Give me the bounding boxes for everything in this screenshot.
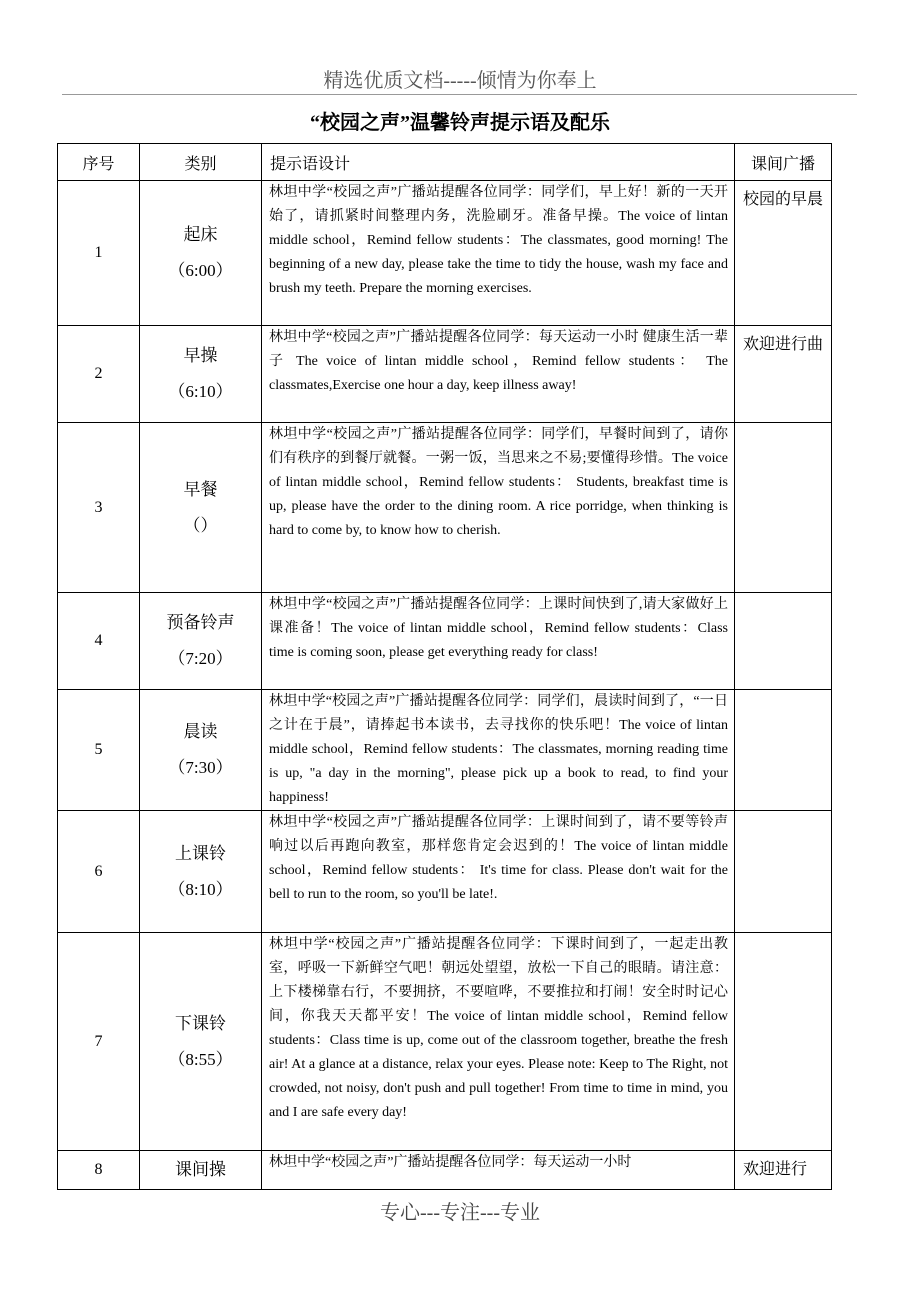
category-cell	[140, 1151, 262, 1190]
table-row	[58, 326, 832, 423]
row-number: 5	[58, 690, 140, 811]
column-header-prompt: 提示语设计	[262, 144, 735, 181]
header-divider	[62, 94, 857, 95]
category-label: 晨读	[183, 722, 218, 741]
page-header: 精选优质文档-----倾情为你奉上	[323, 70, 597, 92]
category-cell	[140, 181, 262, 326]
broadcast-music: 校园的早晨	[735, 181, 832, 326]
category-time: （）	[183, 515, 218, 535]
prompt-text: 林坦中学“校园之声”广播站提醒各位同学：同学们，早上好！新的一天开始了，请抓紧时间整理内务，洗脸刷牙。准备早操。The voice of lintan middle school，Remind fellow students：The classmates, good morning! The beginning of a new day, please take the time to tidy the house, wash my face and brush my teeth. Prepare the morning exercises.	[262, 181, 735, 326]
column-header-broadcast: 课间广播	[735, 144, 832, 181]
column-header-no: 序号	[58, 144, 140, 181]
broadcast-music	[735, 811, 832, 933]
category-label: 早操	[183, 346, 218, 365]
category-time: （8:55）	[168, 1049, 233, 1069]
row-number: 4	[58, 593, 140, 690]
prompt-text: 林坦中学“校园之声”广播站提醒各位同学：上课时间快到了,请大家做好上课准备！The voice of lintan middle school，Remind fellow students：Class time is coming soon, please get everything ready for class!	[262, 593, 735, 690]
category-cell	[140, 933, 262, 1151]
category-cell	[140, 326, 262, 423]
category-label: 上课铃	[175, 843, 226, 863]
table-row	[58, 811, 832, 933]
category-time: （7:30）	[168, 758, 233, 777]
broadcast-music	[735, 593, 832, 690]
category-time: （7:20）	[168, 649, 233, 668]
table-row	[58, 181, 832, 326]
row-number: 7	[58, 933, 140, 1151]
prompt-text: 林坦中学“校园之声”广播站提醒各位同学：同学们，晨读时间到了，“一日之计在于晨”，请捧起书本读书，去寻找你的快乐吧！The voice of lintan middle school，Remind fellow students：The classmates, morning reading time is up, "a day in the morning", please pick up a book to read, to find your happiness!	[262, 690, 735, 811]
category-time: （8:10）	[168, 879, 233, 899]
category-time: （6:10）	[168, 382, 233, 401]
column-header-category: 类别	[140, 144, 262, 181]
row-number: 6	[58, 811, 140, 933]
row-number: 8	[58, 1151, 140, 1190]
category-label: 预备铃声	[166, 613, 235, 632]
prompt-text: 林坦中学“校园之声”广播站提醒各位同学：每天运动一小时 健康生活一辈子 The voice of lintan middle school，Remind fellow students： The classmates,Exercise one hour a day, keep illness away!	[262, 326, 735, 423]
prompt-text: 林坦中学“校园之声”广播站提醒各位同学：上课时间到了，请不要等铃声响过以后再跑向教室，那样您肯定会迟到的！The voice of lintan middle school，Remind fellow students： It's time for class. Please don't wait for the bell to run to the room, so you'll be late!.	[262, 811, 735, 933]
row-number: 3	[58, 423, 140, 593]
prompt-text: 林坦中学“校园之声”广播站提醒各位同学：每天运动一小时	[262, 1151, 735, 1190]
document-title: “校园之声”温馨铃声提示语及配乐	[310, 112, 610, 134]
category-label: 下课铃	[175, 1013, 226, 1033]
table-row	[58, 593, 832, 690]
broadcast-music	[735, 933, 832, 1151]
page-footer: 专心---专注---专业	[380, 1202, 540, 1224]
category-time: （6:00）	[168, 261, 233, 280]
table-row	[58, 690, 832, 811]
category-label: 课间操	[175, 1160, 226, 1179]
category-cell	[140, 811, 262, 933]
broadcast-music	[735, 690, 832, 811]
broadcast-music: 欢迎进行曲	[735, 326, 832, 423]
category-cell	[140, 423, 262, 593]
row-number: 1	[58, 181, 140, 326]
category-label: 起床	[183, 225, 218, 244]
table-row	[58, 423, 832, 593]
category-label: 早餐	[183, 479, 218, 499]
table-row	[58, 933, 832, 1151]
broadcast-music	[735, 423, 832, 593]
ringtone-table	[57, 143, 832, 1190]
broadcast-music: 欢迎进行	[735, 1151, 832, 1190]
prompt-text: 林坦中学“校园之声”广播站提醒各位同学：同学们，早餐时间到了，请你们有秩序的到餐厅就餐。一粥一饭，当思来之不易;要懂得珍惜。The voice of lintan middle school，Remind fellow students： Students, breakfast time is up, please have the order to the dining room. A rice porridge, when thinking is hard to come by, to know how to cherish.	[262, 423, 735, 593]
table-row	[58, 1151, 832, 1190]
row-number: 2	[58, 326, 140, 423]
table-header-row	[58, 144, 832, 181]
category-cell	[140, 593, 262, 690]
prompt-text: 林坦中学“校园之声”广播站提醒各位同学：下课时间到了，一起走出教室，呼吸一下新鲜空气吧！朝远处望望，放松一下自己的眼睛。请注意：上下楼梯靠右行，不要拥挤，不要喧哗，不要推拉和打闹！安全时时记心间，你我天天都平安！The voice of lintan middle school，Remind fellow students：Class time is up, come out of the classroom together, breathe the fresh air! At a glance at a distance, relax your eyes. Please note: Keep to The Right, not crowded, not noisy, don't push and pull together! From time to time in mind, you and I are safe every day!	[262, 933, 735, 1151]
category-cell	[140, 690, 262, 811]
